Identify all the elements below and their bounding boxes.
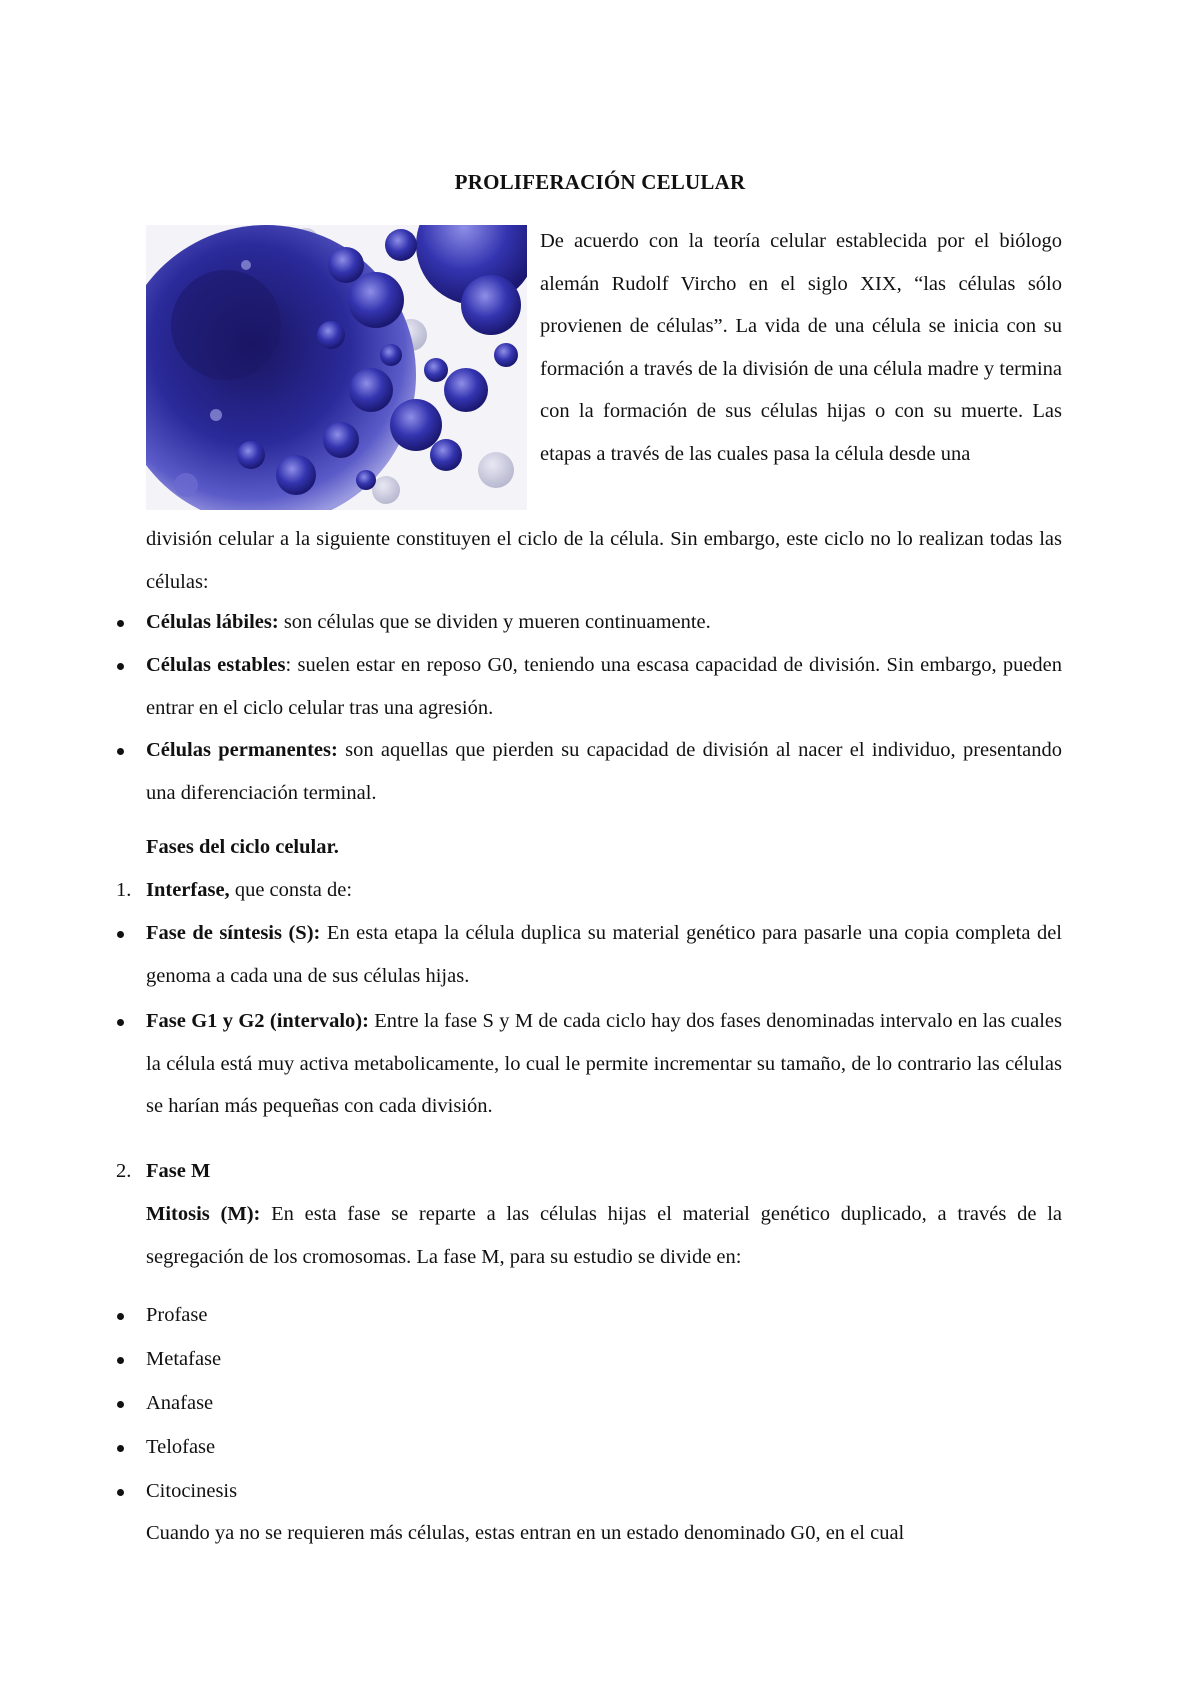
list-item (146, 1294, 1062, 1337)
bullet-icon (117, 1357, 124, 1364)
numbered-item-interphase (116, 869, 353, 912)
numbered-item-phase-m (116, 1150, 211, 1193)
list-item-text: son células que se dividen y mueren continuamente. (278, 611, 711, 633)
list-item-text: : suelen estar en reposo G0, teniendo una escasa capacidad de división. Sin embargo, pueden entrar en el ciclo celular tras una agresión. (146, 654, 1063, 719)
cells-micrograph-image (146, 225, 527, 510)
bullet-icon (117, 931, 124, 938)
mitosis-term: Mitosis (M): (146, 1203, 261, 1225)
list-number: 2. (116, 1160, 132, 1182)
list-item (146, 1338, 1062, 1381)
list-item-label: Metafase (146, 1348, 222, 1370)
bullet-icon (117, 663, 124, 670)
list-item-term: Células estables (146, 654, 286, 676)
list-item-term: Fase M (146, 1160, 211, 1182)
list-item (146, 1382, 1062, 1425)
list-item (146, 601, 1062, 644)
list-item-text: En esta etapa la célula duplica su material genético para pasarle una copia completa del genoma a cada una de sus células hijas. (146, 922, 1062, 987)
intro-paragraph-continued: división celular a la siguiente constituyen el ciclo de la célula. Sin embargo, este ciclo no lo realizan todas las células: (146, 528, 1062, 593)
section-heading-phases: Fases del ciclo celular. (146, 836, 339, 858)
bullet-icon (117, 620, 124, 627)
list-item-text: que consta de: (229, 879, 353, 901)
bullet-icon (117, 1313, 124, 1320)
list-number: 1. (116, 879, 132, 901)
bullet-icon (117, 1445, 124, 1452)
list-item (146, 729, 1062, 814)
bullet-icon (117, 1489, 124, 1496)
mitosis-paragraph (146, 1193, 1062, 1278)
list-item-term: Fase de síntesis (S): (146, 922, 321, 944)
list-item-text: Entre la fase S y M de cada ciclo hay dos fases denominadas intervalo en las cuales la célula está muy activa metabolicamente, lo cual le permite incrementar su tamaño, de lo contrario las células se harían más pequeñas con cada división. (146, 1010, 1062, 1117)
list-item (146, 1470, 1062, 1513)
list-item-label: Telofase (146, 1436, 216, 1458)
list-item-term: Células lábiles: (146, 611, 279, 633)
mitosis-text: En esta fase se reparte a las células hijas el material genético duplicado, a través de la segregación de los cromosomas. La fase M, para su estudio se divide en: (146, 1203, 1062, 1268)
document-title: PROLIFERACIÓN CELULAR (454, 170, 746, 194)
list-item-label: Anafase (146, 1392, 214, 1414)
closing-paragraph: Cuando ya no se requieren más células, estas entran en un estado denominado G0, en el cual (146, 1522, 905, 1544)
list-item (146, 1000, 1062, 1128)
list-item-term: Células permanentes: (146, 739, 338, 761)
list-item-label: Profase (146, 1304, 208, 1326)
bullet-icon (117, 1401, 124, 1408)
list-item (146, 912, 1062, 997)
bullet-icon (117, 748, 124, 755)
list-item-term: Fase G1 y G2 (intervalo): (146, 1010, 369, 1032)
list-item (146, 1426, 1062, 1469)
bullet-icon (117, 1019, 124, 1026)
intro-paragraph-wrapped: De acuerdo con la teoría celular establecida por el biólogo alemán Rudolf Vircho en el siglo XIX, “las células sólo provienen de células”. La vida de una célula se inicia con su formación a través de la división de una célula madre y termina con la formación de sus células hijas o con su muerte. Las etapas a través de las cuales pasa la célula desde una (540, 230, 1062, 465)
list-item-term: Interfase, (146, 879, 230, 901)
list-item-label: Citocinesis (146, 1480, 238, 1502)
list-item-text: son aquellas que pierden su capacidad de división al nacer el individuo, presentando una diferenciación terminal. (146, 739, 1063, 804)
list-item (146, 644, 1062, 729)
